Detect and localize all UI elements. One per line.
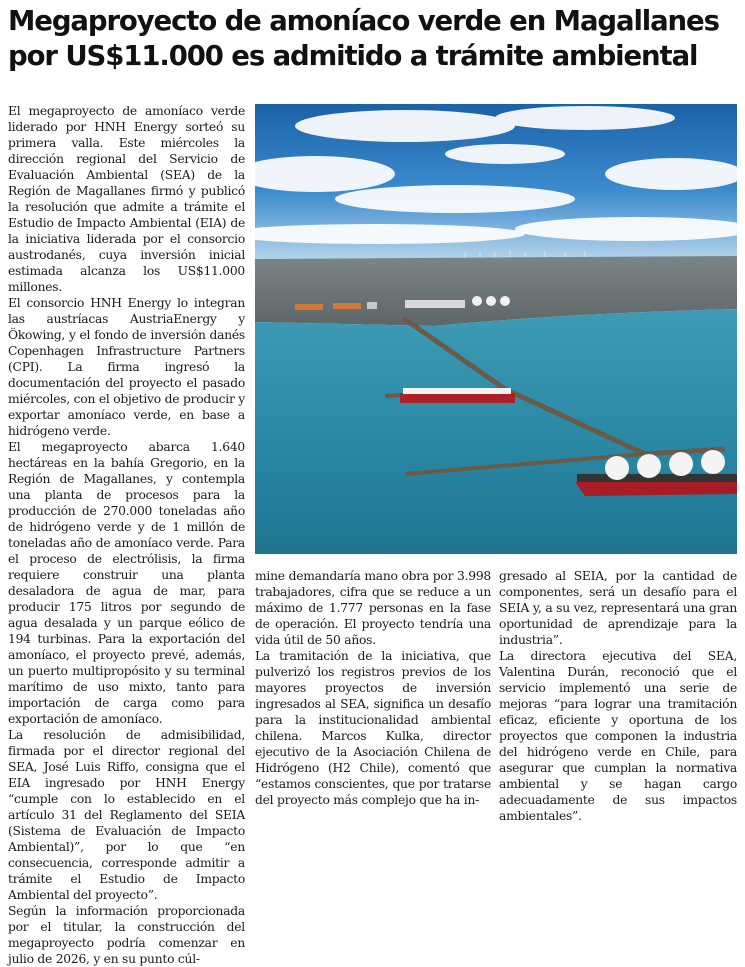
port-aerial-photo [255, 104, 737, 554]
headline [8, 4, 743, 74]
paragraph-8: gresado al SEIA, por la cantidad de componentes, será un desafío para el SEIA y, a su vez, representará una gran oportunidad de aprendizaje para la industria”. [499, 569, 737, 647]
paragraph-1: El megaproyecto de amoníaco verde liderado por HNH Energy sorteó su primera valla. Este miércoles la dirección regional del Servicio de Evaluación Ambiental (SEA) de la Región de Magallanes firmó y publicó la resolución que admite a trámite el Estudio de Impacto Ambiental (EIA) de la iniciativa liderada por el consorcio austrodanés, cuya inversión inicial estimada alcanza los US$11.000 millones. [8, 104, 245, 294]
column-1 [8, 103, 245, 967]
paragraph-3: El megaproyecto abarca 1.640 hectáreas en la bahía Gregorio, en la Región de Magallanes, y contempla una planta de procesos para la producción de 270.000 toneladas año de hidrógeno verde y de 1 millón de toneladas año de amoníaco verde. Para el proceso de electrólisis, la firma requiere construir una planta desaladora de agua de mar, para producir 175 litros por segundo de agua desalada y un parque eólico de 194 turbinas. Para la exportación del amoníaco, el proyecto prevé, además, un puerto multipropósito y su terminal marítimo de uso mixto, tanto para importación de carga como para exportación de amoníaco. [8, 440, 245, 726]
sea [255, 309, 737, 554]
paragraph-7: La tramitación de la iniciativa, que pulverizó los registros previos de los mayores proyectos de inversión ingresados al SEA, significa un desafío para la institucionalidad ambiental chilena. Marcos Kulka, director ejecutivo de la Asociación Chilena de Hidrógeno (H2 Chile), comentó que “estamos conscientes, que por tratarse del proyecto más complejo que ha in- [255, 649, 491, 807]
headline-line-2: por US$11.000 es admitido a trámite ambiental [8, 40, 698, 72]
paragraph-4: La resolución de admisibilidad, firmada por el director regional del SEA, José Luis Riffo, consigna que el EIA ingresado por HNH Energy “cumple con lo establecido en el artículo 31 del Reglamento del SEIA (Sistema de Evaluación de Impacto Ambiental)”, por lo que “en consecuencia, corresponde admitir a trámite el Estudio de Impacto Ambiental del proyecto”. [8, 728, 245, 902]
paragraph-6: mine demandaría mano obra por 3.998 trabajadores, cifra que se reduce a un máximo de 1.777 personas en la fase de operación. El proyecto tendría una vida útil de 50 años. [255, 569, 491, 647]
paragraph-5: Según la información proporcionada por el titular, la construcción del megaproyecto podría comenzar en julio de 2026, y en su punto cúl- [8, 904, 245, 966]
paragraph-2: El consorcio HNH Energy lo integran las austríacas AustriaEnergy y Ökowing, y el fondo de inversión danés Copenhagen Infrastructure Partners (CPI). La firma ingresó la documentación del proyecto el pasado miércoles, con el objetivo de producir y exportar amoníaco verde, en base a hidrógeno verde. [8, 296, 245, 438]
tanker-small [400, 388, 515, 403]
headline-line-1: Megaproyecto de amoníaco verde en Magallanes [8, 5, 719, 37]
column-2 [255, 568, 491, 808]
paragraph-9: La directora ejecutiva del SEA, Valentina Durán, reconoció que el servicio implementó una serie de mejoras “para lograr una tramitación eficaz, eficiente y oportuna de los proyectos que componen la industria del hidrógeno verde en Chile, para asegurar que cumplan la normativa ambiental y se hagan cargo adecuadamente de sus impactos ambientales”. [499, 649, 737, 823]
column-3 [499, 568, 737, 824]
